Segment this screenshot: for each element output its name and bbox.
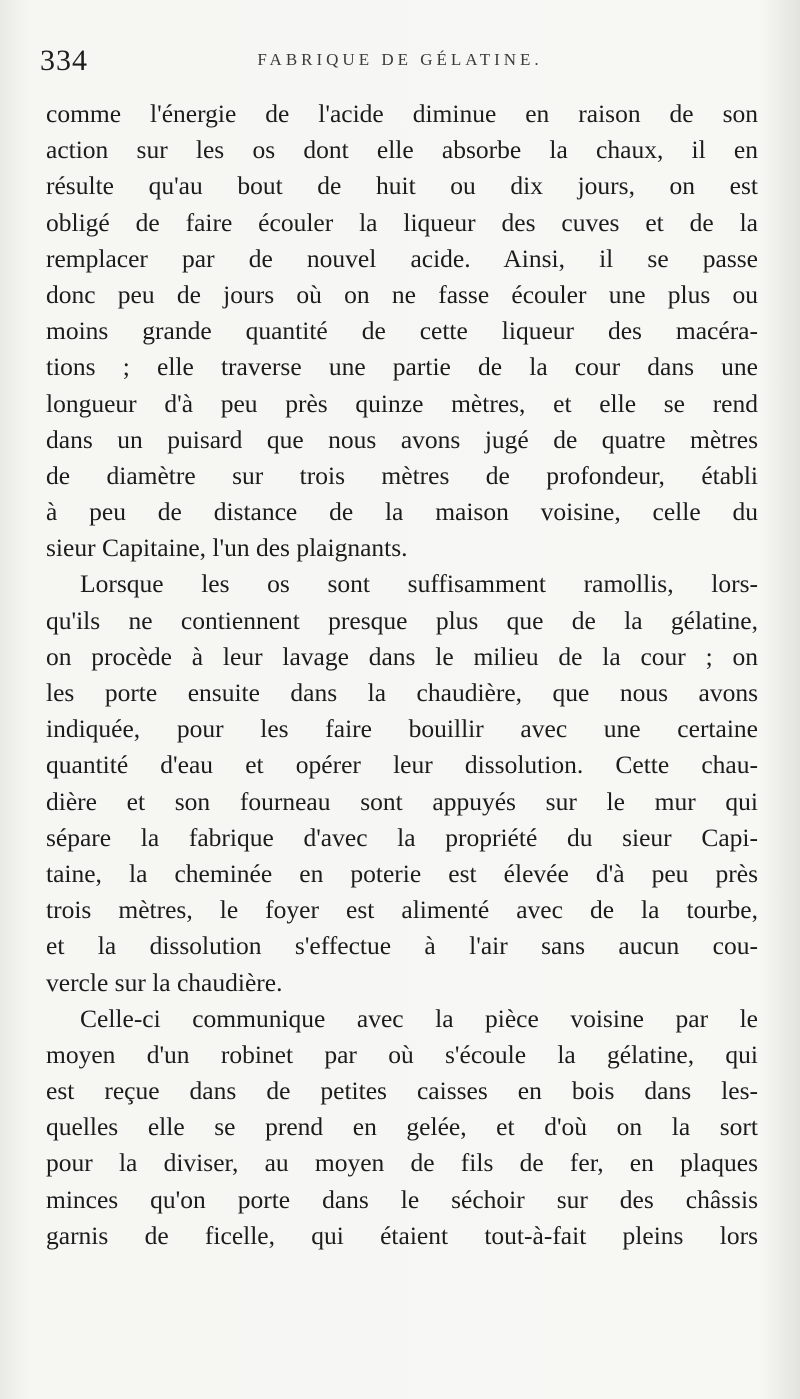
- text-line: minces qu'on porte dans le séchoir sur des châssis: [46, 1184, 758, 1214]
- body-text: [46, 96, 758, 1254]
- paragraph-end-line: sieur Capitaine, l'un des plaignants.: [46, 533, 408, 563]
- text-line: pour la diviser, au moyen de fils de fer, en plaques: [46, 1148, 758, 1178]
- text-line: longueur d'à peu près quinze mètres, et elle se rend: [46, 388, 758, 418]
- text-line: dière et son fourneau sont appuyés sur le mur qui: [46, 786, 758, 816]
- text-line: donc peu de jours où on ne fasse écouler une plus ou: [46, 279, 758, 309]
- text-line: taine, la cheminée en poterie est élevée d'à peu près: [46, 858, 758, 888]
- text-line: obligé de faire écouler la liqueur des cuves et de la: [46, 207, 758, 237]
- text-line: moyen d'un robinet par où s'écoule la gélatine, qui: [46, 1039, 758, 1069]
- text-line: trois mètres, le foyer est alimenté avec de la tourbe,: [46, 895, 758, 925]
- text-line: quelles elle se prend en gelée, et d'où on la sort: [46, 1112, 758, 1142]
- text-line: est reçue dans de petites caisses en bois dans les-: [46, 1076, 758, 1106]
- running-head: [40, 38, 760, 78]
- text-line: moins grande quantité de cette liqueur des macéra-: [46, 316, 758, 346]
- text-line: remplacer par de nouvel acide. Ainsi, il se passe: [46, 243, 758, 273]
- running-title: FABRIQUE DE GÉLATINE.: [257, 50, 543, 69]
- text-line: indiquée, pour les faire bouillir avec une certaine: [46, 714, 758, 744]
- text-line: quantité d'eau et opérer leur dissolution. Cette chau-: [46, 750, 758, 780]
- text-line: dans un puisard que nous avons jugé de quatre mètres: [46, 424, 758, 454]
- text-line: tions ; elle traverse une partie de la cour dans une: [46, 352, 758, 382]
- text-line: qu'ils ne contiennent presque plus que de la gélatine,: [46, 605, 758, 635]
- text-line: à peu de distance de la maison voisine, celle du: [46, 497, 758, 527]
- text-line: et la dissolution s'effectue à l'air sans aucun cou-: [46, 931, 758, 961]
- page-number: 334: [40, 44, 88, 77]
- text-line: comme l'énergie de l'acide diminue en raison de son: [46, 99, 758, 128]
- text-line: sépare la fabrique d'avec la propriété du sieur Capi-: [46, 822, 758, 852]
- paragraph-start-line: Celle-ci communique avec la pièce voisine par le: [80, 1003, 758, 1033]
- paragraph-end-line: vercle sur la chaudière.: [46, 967, 283, 997]
- text-line: les porte ensuite dans la chaudière, que nous avons: [46, 678, 758, 707]
- text-line: de diamètre sur trois mètres de profondeur, établi: [46, 460, 758, 490]
- paragraph-start-line: Lorsque les os sont suffisamment ramollis, lors-: [80, 569, 758, 599]
- text-line: on procède à leur lavage dans le milieu de la cour ; on: [46, 641, 758, 671]
- text-line: garnis de ficelle, qui étaient tout-à-fait pleins lors: [46, 1220, 758, 1250]
- text-line: action sur les os dont elle absorbe la chaux, il en: [46, 135, 758, 165]
- text-line: résulte qu'au bout de huit ou dix jours, on est: [46, 171, 758, 201]
